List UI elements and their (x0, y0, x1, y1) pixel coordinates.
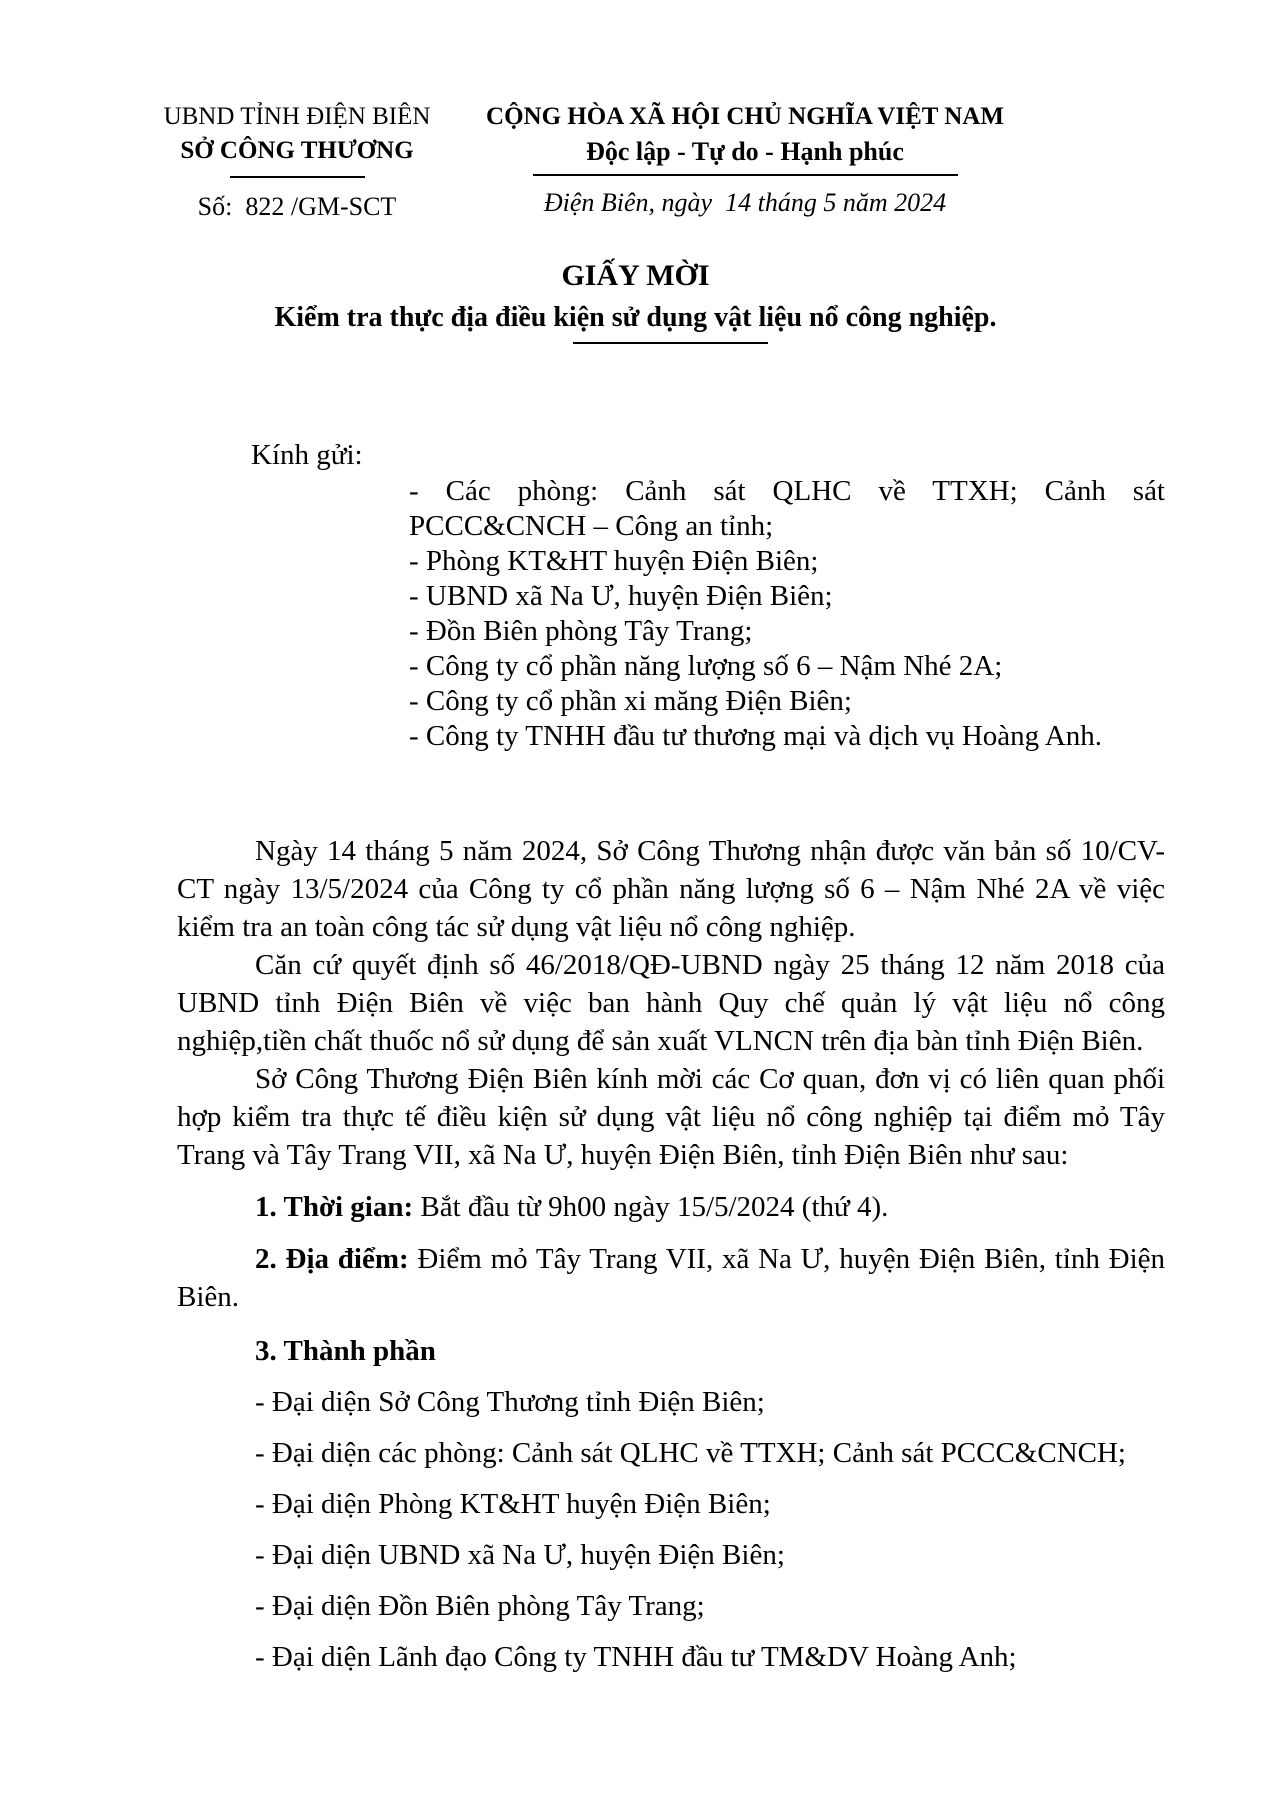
document-body (177, 832, 1165, 1676)
recipient-item: - Đồn Biên phòng Tây Trang; (409, 615, 753, 647)
numbered-item-location (177, 1240, 1165, 1316)
document-subtitle: Kiểm tra thực địa điều kiện sử dụng vật liệu nổ công nghiệp. (274, 302, 997, 333)
document-title: GIẤY MỜI (561, 259, 710, 292)
national-motto: Độc lập - Tự do - Hạnh phúc (586, 137, 904, 166)
salutation: Kính gửi: (251, 439, 363, 471)
recipient-item: - Công ty TNHH đầu tư thương mại và dịch vụ Hoàng Anh. (409, 720, 1103, 752)
org-name: SỞ CÔNG THƯƠNG (180, 137, 414, 164)
participant-item: - Đại diện các phòng: Cảnh sát QLHC về TTXH; Cảnh sát PCCC&CNCH; (255, 1437, 1126, 1469)
recipient-item: - Phòng KT&HT huyện Điện Biên; (409, 545, 819, 577)
title-separator (573, 342, 768, 344)
title-block (0, 258, 1271, 344)
doc-number: Số: 822 /GM-SCT (197, 192, 397, 221)
place-and-date: Điện Biên, ngày 14 tháng 5 năm 2024 (543, 188, 947, 217)
document-header (0, 0, 1271, 222)
participant-item: - Đại diện UBND xã Na Ư, huyện Điện Biên; (255, 1539, 785, 1571)
participant-item: - Đại diện Phòng KT&HT huyện Điện Biên; (255, 1488, 771, 1520)
numbered-item-label: 1. Thời gian: (255, 1191, 414, 1223)
numbered-item-text: Bắt đầu từ 9h00 ngày 15/5/2024 (thứ 4). (413, 1191, 889, 1223)
numbered-item-time (177, 1188, 1165, 1226)
numbered-item-label: 2. Địa điểm: (255, 1243, 409, 1275)
participant-item: - Đại diện Lãnh đạo Công ty TNHH đầu tư TM&DV Hoàng Anh; (255, 1641, 1017, 1673)
numbered-item-text: Điểm mỏ Tây Trang VII, xã Na Ư, huyện Điện Biên, tỉnh Điện Biên. (177, 1243, 1166, 1313)
issuing-org-block (142, 100, 452, 222)
recipient-item: - Công ty cổ phần năng lượng số 6 – Nậm Nhé 2A; (409, 650, 1003, 682)
recipient-list (409, 474, 1165, 754)
org-name-underline (230, 176, 365, 178)
national-header-block (455, 100, 1035, 222)
org-parent-name: UBND TỈNH ĐIỆN BIÊN (163, 103, 431, 130)
motto-underline (533, 174, 958, 176)
participant-item: - Đại diện Đồn Biên phòng Tây Trang; (255, 1590, 705, 1622)
participant-item: - Đại diện Sở Công Thương tỉnh Điện Biên; (255, 1386, 765, 1418)
body-paragraph: Căn cứ quyết định số 46/2018/QĐ-UBND ngày 25 tháng 12 năm 2018 của UBND tỉnh Điện Biên về việc ban hành Quy chế quản lý vật liệu nổ công nghiệp,tiền chất thuốc nổ sử dụng để sản xuất VLNCN trên địa bàn tỉnh Điện Biên. (177, 949, 1165, 1057)
numbered-item-participants-heading: 3. Thành phần (255, 1335, 436, 1367)
recipient-item: - Công ty cổ phần xi măng Điện Biên; (409, 685, 852, 717)
body-paragraph: Sở Công Thương Điện Biên kính mời các Cơ quan, đơn vị có liên quan phối hợp kiểm tra thực tế điều kiện sử dụng vật liệu nổ công nghiệp tại điểm mỏ Tây Trang và Tây Trang VII, xã Na Ư, huyện Điện Biên, tỉnh Điện Biên như sau: (177, 1063, 1165, 1171)
recipient-item: - UBND xã Na Ư, huyện Điện Biên; (409, 580, 833, 612)
body-paragraph: Ngày 14 tháng 5 năm 2024, Sở Công Thương nhận được văn bản số 10/CV-CT ngày 13/5/2024 của Công ty cổ phần năng lượng số 6 – Nậm Nhé 2A về việc kiểm tra an toàn công tác sử dụng vật liệu nổ công nghiệp. (177, 835, 1165, 943)
recipient-item: - Các phòng: Cảnh sát QLHC về TTXH; Cảnh sát PCCC&CNCH – Công an tỉnh; (409, 475, 1165, 542)
national-title: CỘNG HÒA XÃ HỘI CHỦ NGHĨA VIỆT NAM (486, 103, 1004, 130)
